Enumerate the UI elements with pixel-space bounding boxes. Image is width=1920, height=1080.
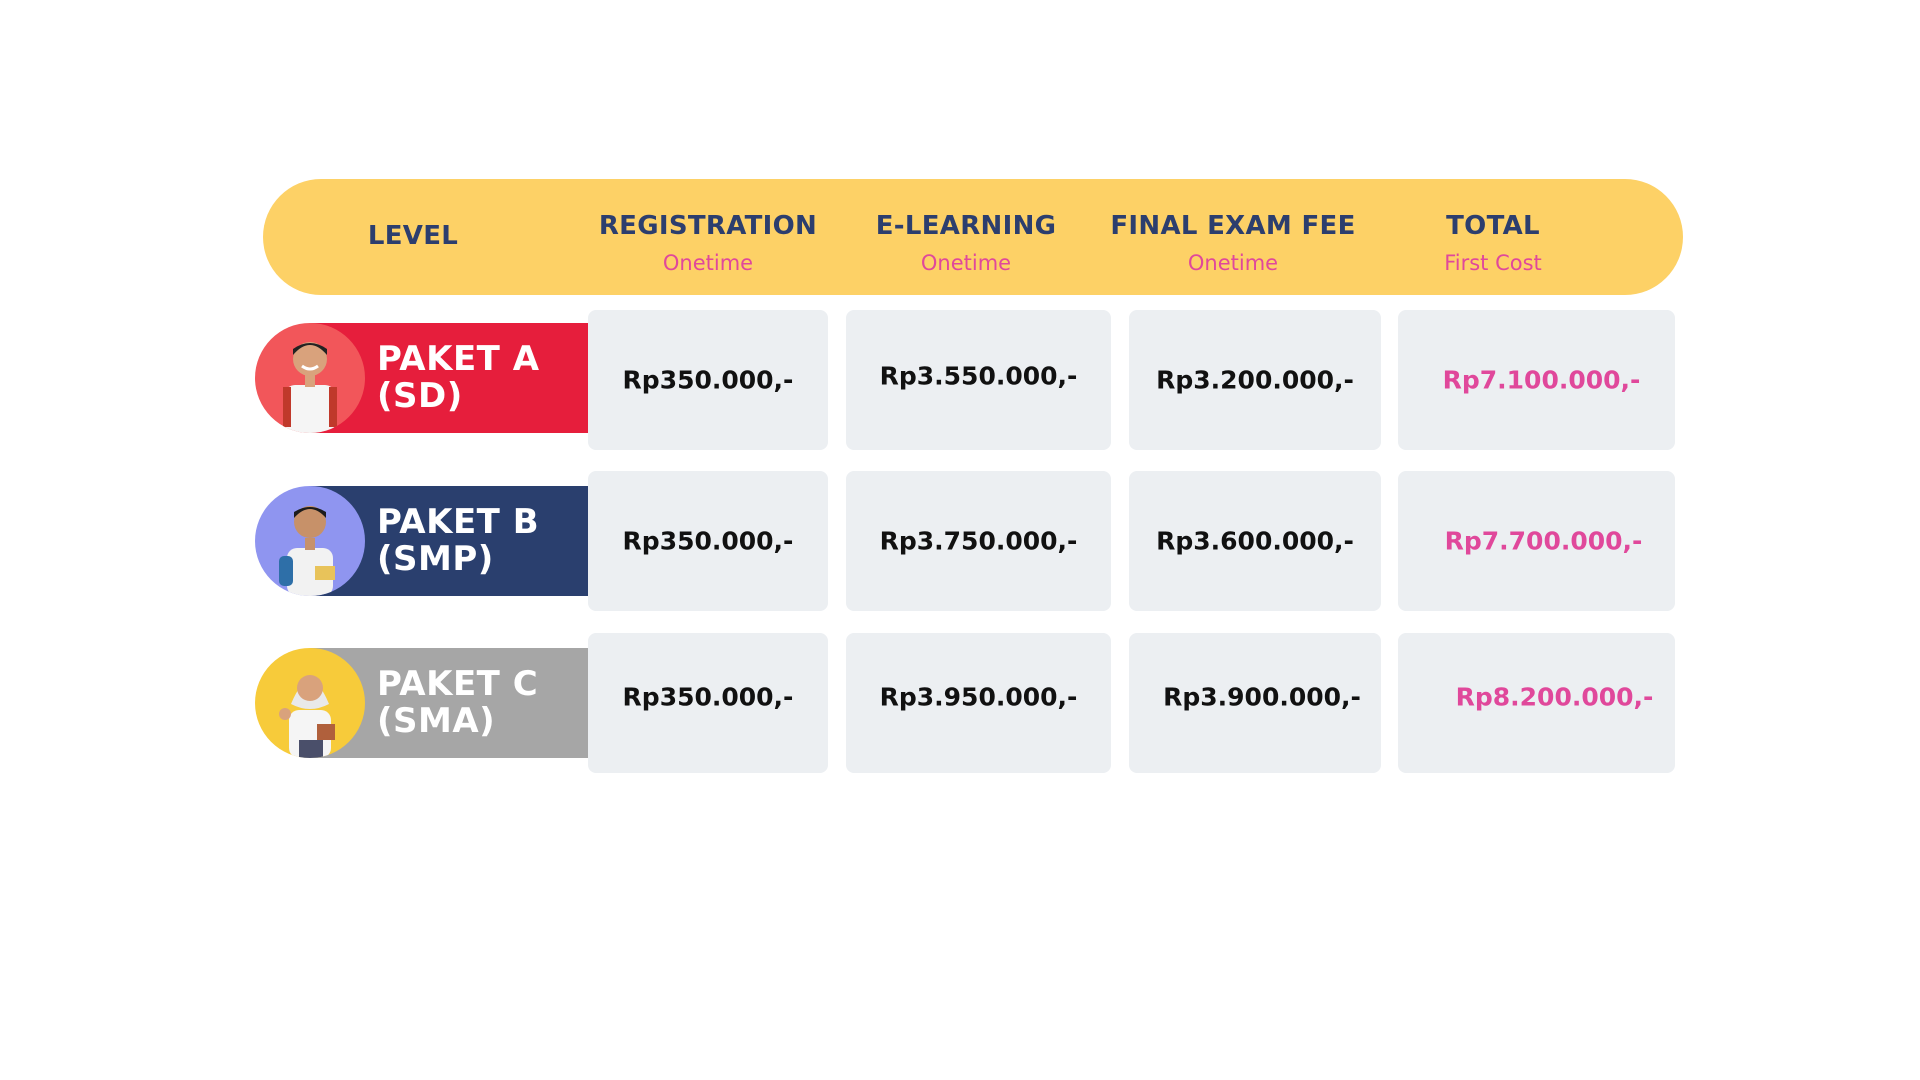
paket-b-line2: (SMP) <box>377 539 494 579</box>
header-level <box>308 221 518 251</box>
paket-b-registration: Rp350.000,- <box>622 526 794 556</box>
header-registration-title: REGISTRATION <box>598 211 818 241</box>
paket-c-total-cell <box>1398 633 1675 773</box>
paket-a-final-exam: Rp3.200.000,- <box>1156 365 1354 395</box>
paket-b-line1: PAKET B <box>377 502 540 542</box>
header-final-exam-sub: Onetime <box>1187 251 1279 275</box>
header-total-title: TOTAL <box>1446 211 1540 241</box>
paket-c-registration-cell <box>588 633 828 773</box>
paket-b-total-cell <box>1398 471 1675 611</box>
paket-a-registration: Rp350.000,- <box>622 365 794 395</box>
paket-c-line1: PAKET C <box>377 664 539 704</box>
paket-a-line2: (SD) <box>377 376 463 416</box>
paket-a-registration-cell <box>588 310 828 450</box>
paket-c-final-exam: Rp3.900.000,- <box>1163 682 1361 712</box>
header-elearning <box>846 211 1086 275</box>
student-smp-avatar <box>255 486 365 596</box>
paket-c-elearning-cell <box>846 633 1111 773</box>
table-header <box>263 179 1683 295</box>
paket-a-final-exam-cell <box>1129 310 1381 450</box>
paket-a-badge <box>255 323 588 433</box>
header-final-exam <box>1098 211 1368 275</box>
paket-b-registration-cell <box>588 471 828 611</box>
header-total-sub: First Cost <box>1444 251 1542 275</box>
student-smp-icon <box>255 486 365 596</box>
paket-c-line2: (SMA) <box>377 701 496 741</box>
paket-a-total: Rp7.100.000,- <box>1442 365 1641 395</box>
header-total <box>1373 211 1613 275</box>
paket-c-label <box>377 666 538 740</box>
paket-a-label <box>377 341 540 415</box>
student-sma-avatar <box>255 648 365 758</box>
student-sd-avatar <box>255 323 365 433</box>
header-level-title: LEVEL <box>367 221 459 251</box>
paket-c-total: Rp8.200.000,- <box>1455 682 1654 712</box>
paket-c-final-exam-cell <box>1129 633 1381 773</box>
student-sd-icon <box>255 323 365 433</box>
paket-a-elearning: Rp3.550.000,- <box>879 361 1078 391</box>
paket-b-label <box>377 504 539 578</box>
paket-b-elearning: Rp3.750.000,- <box>879 526 1078 556</box>
paket-b-final-exam-cell <box>1129 471 1381 611</box>
paket-c-elearning: Rp3.950.000,- <box>879 682 1078 712</box>
paket-b-final-exam: Rp3.600.000,- <box>1156 526 1354 556</box>
paket-a-line1: PAKET A <box>377 339 540 379</box>
paket-b-badge <box>255 486 588 596</box>
paket-c-badge <box>255 648 588 758</box>
header-registration-sub: Onetime <box>662 251 754 275</box>
paket-a-elearning-cell <box>846 310 1111 450</box>
header-final-exam-title: FINAL EXAM FEE <box>1110 211 1356 241</box>
header-elearning-title: E-LEARNING <box>875 211 1057 241</box>
header-registration <box>588 211 828 275</box>
paket-b-elearning-cell <box>846 471 1111 611</box>
student-sma-icon <box>255 648 365 758</box>
header-elearning-sub: Onetime <box>920 251 1012 275</box>
paket-a-total-cell <box>1398 310 1675 450</box>
paket-c-registration: Rp350.000,- <box>622 682 794 712</box>
paket-b-total: Rp7.700.000,- <box>1444 526 1643 556</box>
